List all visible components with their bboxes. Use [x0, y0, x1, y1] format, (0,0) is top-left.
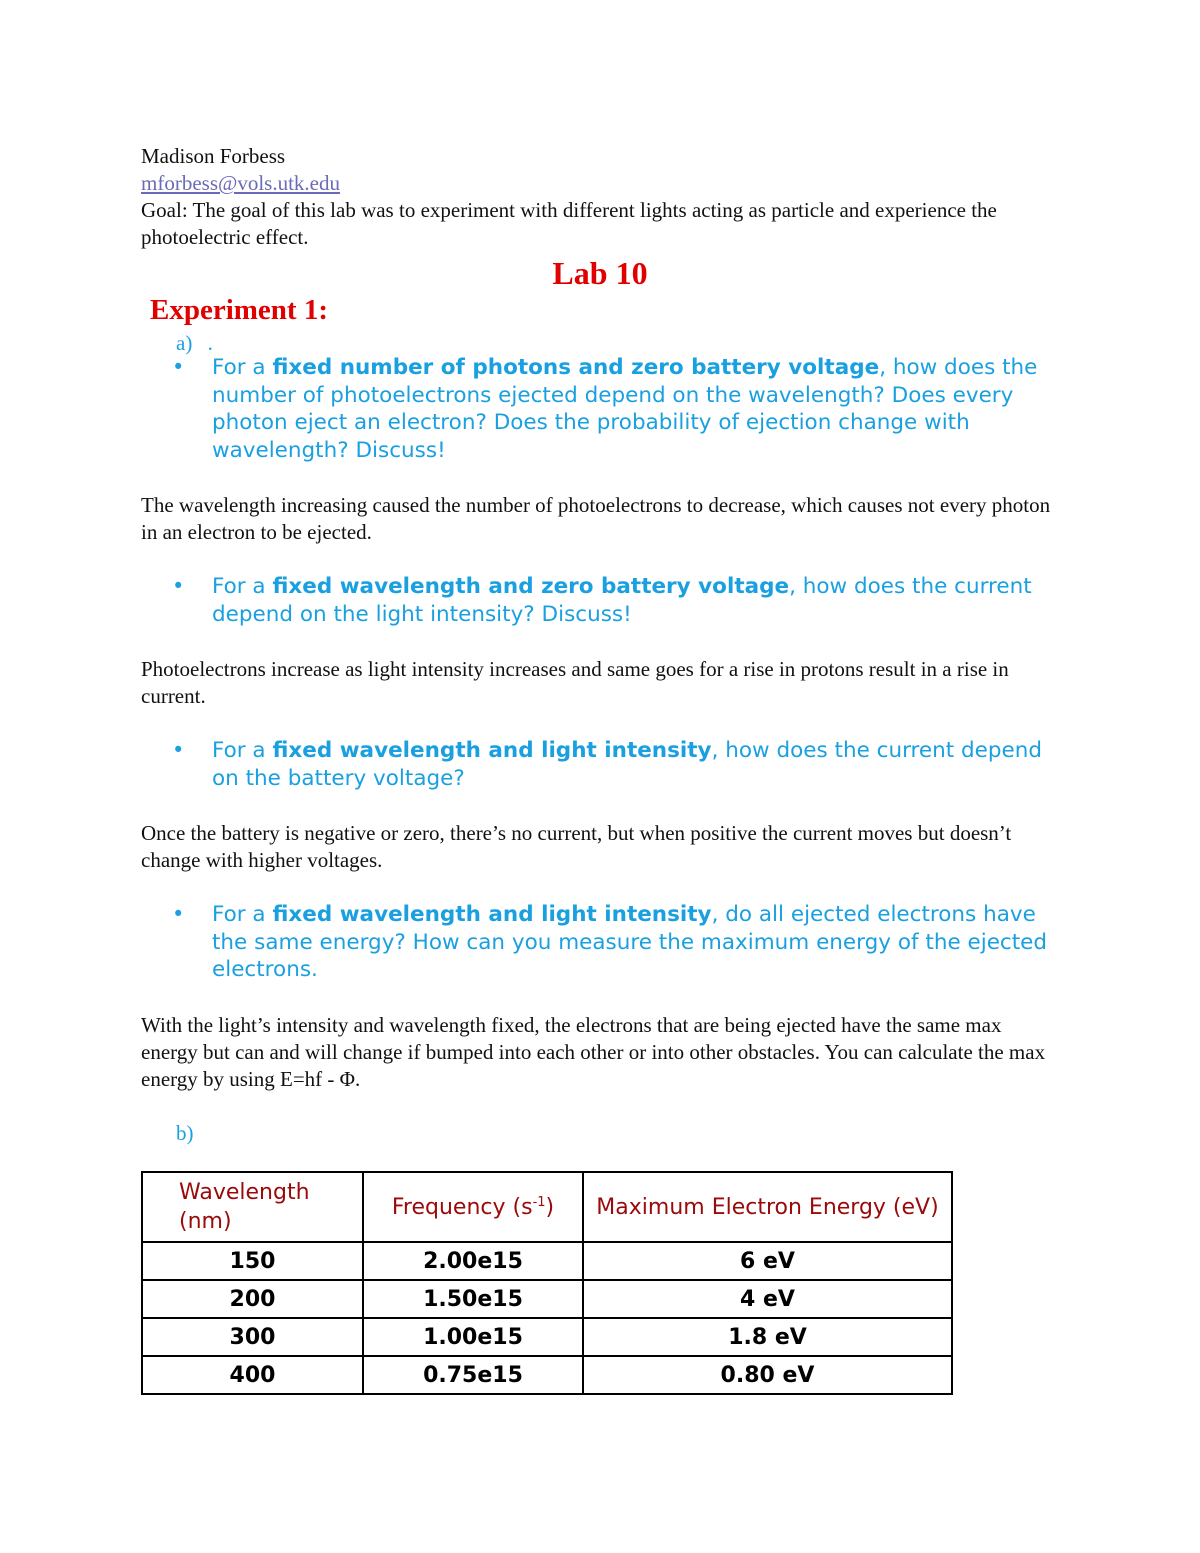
header-frequency-text: Frequency (s — [391, 1194, 533, 1220]
cell-wavelength: 300 — [142, 1318, 363, 1356]
answer-3: Once the battery is negative or zero, there’s no current, but when positive the current moves but doesn’t change with higher voltages. — [141, 821, 1012, 872]
answer-2: Photoelectrons increase as light intensity increases and same goes for a rise in protons result in a rise in current. — [141, 657, 1009, 708]
question-1-post: , how does the number of photoelectrons ejected depend on the wavelength? Does every photon eject an electron? Does the probability of ejection change with wavelength? Discuss! — [212, 355, 1038, 463]
question-2-bold: fixed wavelength and zero battery voltage — [272, 574, 790, 599]
part-b-marker: b) — [176, 1121, 194, 1145]
question-2-post: , how does the current depend on the light intensity? Discuss! — [212, 574, 1032, 627]
experiment-title: Experiment 1: — [150, 294, 328, 326]
cell-frequency: 2.00e15 — [363, 1242, 583, 1280]
cell-wavelength: 200 — [142, 1280, 363, 1318]
question-2-pre: For a — [212, 574, 273, 599]
table-row — [142, 1318, 952, 1356]
table-header-row — [142, 1172, 952, 1242]
question-1-bold: fixed number of photons and zero battery voltage — [272, 355, 880, 380]
header-frequency-close: ) — [545, 1194, 555, 1220]
table-row — [142, 1356, 952, 1394]
cell-energy: 0.80 eV — [583, 1356, 952, 1394]
table-row — [142, 1280, 952, 1318]
bullet-icon: • — [172, 574, 185, 598]
table-row — [142, 1242, 952, 1280]
answer-1: The wavelength increasing caused the number of photoelectrons to decrease, which causes not every photon in an electron to be ejected. — [141, 493, 1051, 544]
bullet-icon: • — [172, 902, 185, 926]
results-table — [141, 1171, 953, 1395]
goal-statement: Goal: The goal of this lab was to experiment with different lights acting as particle and experience the photoelectric effect. — [141, 198, 997, 249]
cell-frequency: 1.00e15 — [363, 1318, 583, 1356]
lab-title: Lab 10 — [552, 255, 648, 291]
cell-energy: 4 eV — [583, 1280, 952, 1318]
header-frequency — [363, 1172, 583, 1242]
header-energy: Maximum Electron Energy (eV) — [583, 1172, 952, 1242]
cell-wavelength: 150 — [142, 1242, 363, 1280]
cell-energy: 1.8 eV — [583, 1318, 952, 1356]
header-frequency-sup: -1 — [532, 1194, 546, 1210]
question-2 — [212, 573, 1072, 628]
question-3-pre: For a — [212, 738, 273, 763]
question-4 — [212, 901, 1072, 984]
cell-frequency: 0.75e15 — [363, 1356, 583, 1394]
cell-energy: 6 eV — [583, 1242, 952, 1280]
part-a-marker — [176, 330, 213, 357]
question-4-pre: For a — [212, 902, 273, 927]
author-name: Madison Forbess — [141, 144, 286, 168]
part-a-dot: . — [207, 331, 213, 355]
question-1 — [212, 354, 1072, 464]
bullet-icon: • — [172, 355, 185, 379]
cell-wavelength: 400 — [142, 1356, 363, 1394]
question-3 — [212, 737, 1072, 792]
part-a-label: a) — [176, 331, 193, 355]
question-3-post: , how does the current depend on the battery voltage? — [212, 738, 1043, 791]
question-3-bold: fixed wavelength and light intensity — [272, 738, 712, 763]
header-wavelength: Wavelength (nm) — [142, 1172, 363, 1242]
question-4-post: , do all ejected electrons have the same energy? How can you measure the maximum energy of the ejected electrons. — [212, 902, 1048, 982]
answer-4: With the light’s intensity and wavelength fixed, the electrons that are being ejected have the same max energy but can and will change if bumped into each other or into other obstacles. You can calculate the max energy by using E=hf - Φ. — [141, 1013, 1046, 1091]
question-1-pre: For a — [212, 355, 273, 380]
question-4-bold: fixed wavelength and light intensity — [272, 902, 712, 927]
bullet-icon: • — [172, 738, 185, 762]
cell-frequency: 1.50e15 — [363, 1280, 583, 1318]
email-link[interactable]: mforbess@vols.utk.edu — [141, 171, 340, 195]
